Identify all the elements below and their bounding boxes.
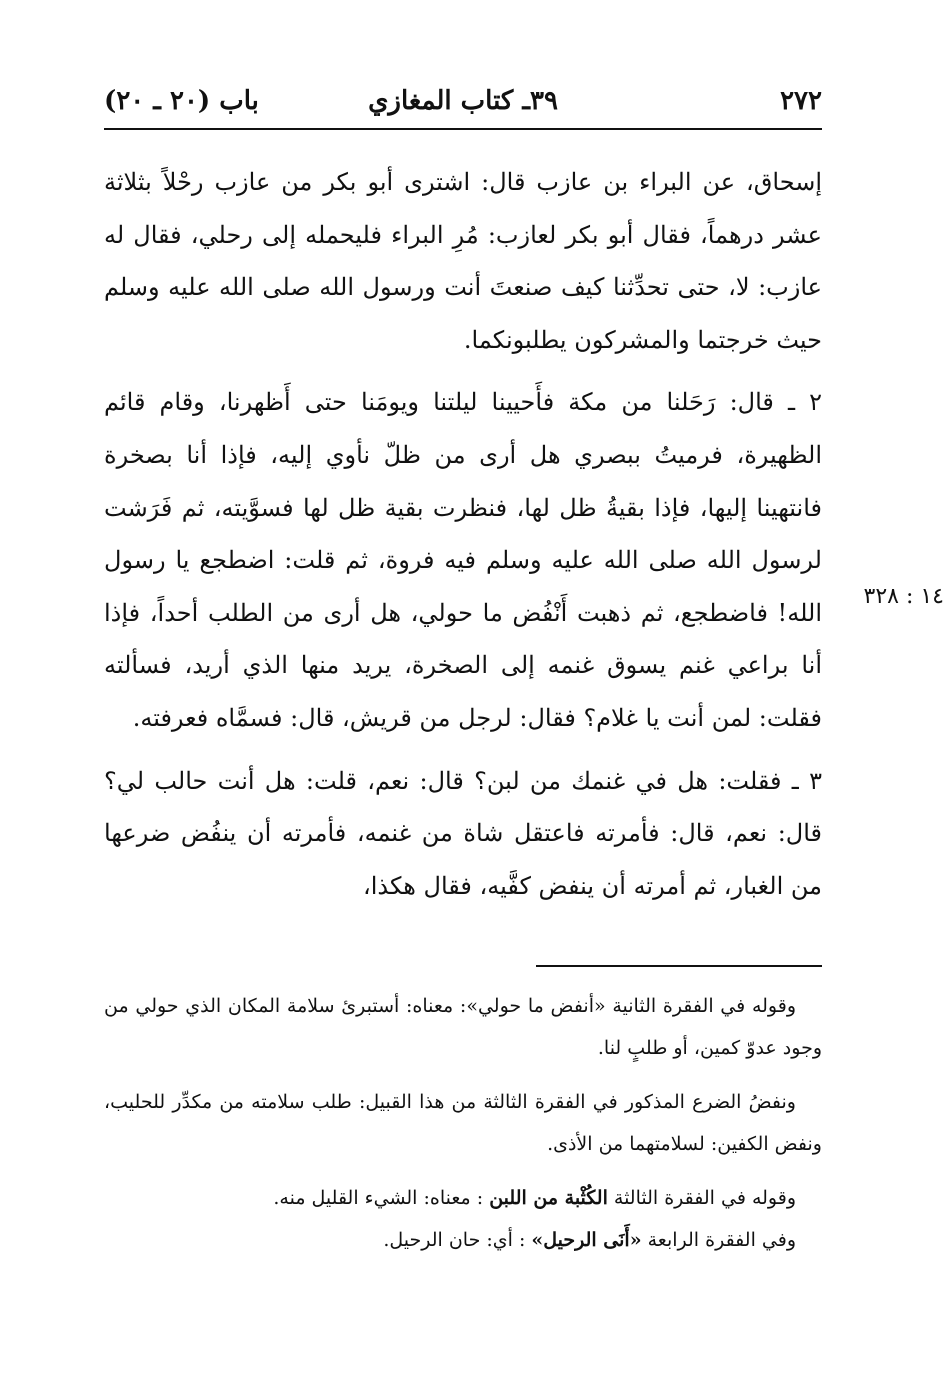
footnote-4-term: «أَنَى الرحيل» [531,1229,642,1251]
footnote-4 [104,1219,822,1261]
footnote-4-gloss: : أي: حان الرحيل. [383,1229,532,1251]
footnote-3-lead: وقوله في الفقرة الثالثة [607,1187,796,1209]
paragraph-3: ٣ ـ فقلت: هل في غنمك من لبن؟ قال: نعم، قلت: هل أنت حالب لي؟ قال: نعم، قال: فأمرته فاعتقل شاة من غنمه، فأمرته أن ينفُض ضرعها من الغبار، ثم أمرته أن ينفض كفَّيه، فقال هكذا، [104,766,822,900]
footnote-3 [104,1177,822,1219]
footnote-3-term: الكُثْبة من اللبن [489,1187,608,1209]
page-number: ٢٧٢ [780,86,822,116]
footnotes [104,985,822,1261]
margin-reference: ١٤ : ٣٢٨ [863,584,944,609]
footnote-1: وقوله في الفقرة الثانية «أنفض ما حولي»: معناه: أستبرئ سلامة المكان الذي حولي من وجود عدوّ كمين، أو طلبٍ لنا. [104,995,822,1059]
header-divider [104,128,822,130]
page-header [104,82,822,132]
main-text [104,156,822,912]
paragraph-1: إسحاق، عن البراء بن عازب قال: اشترى أبو بكر من عازب رحْلاً بثلاثة عشر درهماً، فقال أبو بكر لعازب: مُرِ البراء فليحمله إلى رحلي، فقال له عازب: لا، حتى تحدِّثنا كيف صنعتَ أنت ورسول الله صلى الله عليه وسلم حيث خرجتما والمشركون يطلبونكما. [104,168,822,354]
footnote-3-gloss: : معناه: الشيء القليل منه. [273,1187,490,1209]
paragraph-2: ٢ ـ قال: رَحَلنا من مكة فأَحيينا ليلتنا ويومَنا حتى أَظهرنا، وقام قائم الظهيرة، فرميتُ ببصري هل أرى من ظلّ نأوي إليه، فإذا أنا بصخرة فانتهينا إليها، فإذا بقيةُ ظل لها، فنظرت بقية ظل لها فسوَّيته، ثم فَرَشت لرسول الله صلى الله عليه وسلم فيه فروة، ثم قلت: اضطجع يا رسول الله! فاضطجع، ثم ذهبت أَنْفُض ما حولي، هل أرى من الطلب أحداً، فإذا أنا براعي غنم يسوق غنمه إلى الصخرة، يريد منها الذي أريد، فسألته فقلت: لمن أنت يا غلام؟ فقال: لرجل من قريش، قال: فسمَّاه فعرفته. [104,388,822,732]
footnote-4-lead: وفي الفقرة الرابعة [641,1229,796,1251]
book-title: ٣٩ـ كتاب المغازي [368,86,558,116]
footnote-2: ونفضُ الضرع المذكور في الفقرة الثالثة من هذا القبيل: طلب سلامته من مكدِّر للحليب، ونفض الكفين: لسلامتهما من الأذى. [104,1091,822,1155]
footnote-divider [536,965,822,967]
chapter-title: باب (٢٠ ـ ٢٠) [104,86,259,116]
